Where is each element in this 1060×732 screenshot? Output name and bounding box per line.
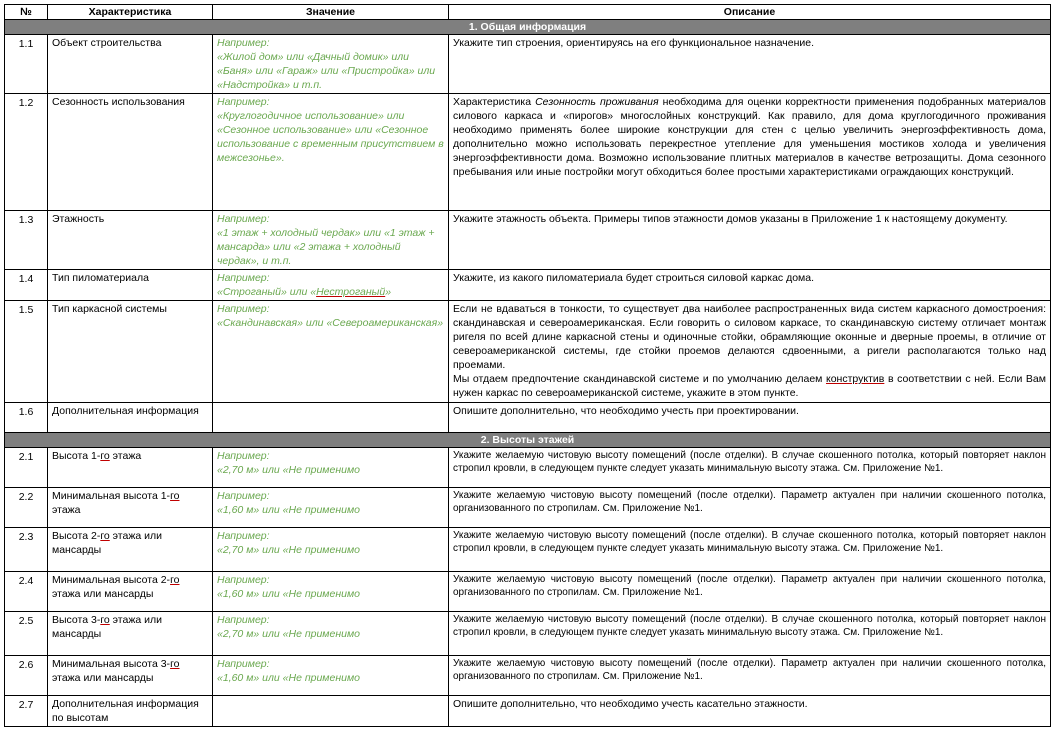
- row-value-example[interactable]: Например: «Скандинавская» или «Североамериканская»: [213, 301, 449, 403]
- row-description: Укажите желаемую чистовую высоту помещений (после отделки). В случае скошенного потолка, который повторяет наклон стропил кровли, в следующем пункте следует указать минимальную высоту этажа. См. Приложение №1.: [449, 612, 1051, 656]
- row-characteristic: Тип пиломатериала: [48, 270, 213, 301]
- row-description: [449, 301, 1051, 403]
- char-part: Минимальная высота 2-: [52, 574, 171, 586]
- row-value-example[interactable]: Например: «2,70 м» или «Не применимо: [213, 612, 449, 656]
- table-row: [5, 696, 1051, 727]
- table-row: [5, 35, 1051, 94]
- row-characteristic: [48, 488, 213, 528]
- row-num: 2.6: [5, 656, 48, 696]
- char-spellcheck-word: го: [170, 658, 180, 670]
- row-description: Укажите желаемую чистовую высоту помещений (после отделки). Параметр актуален при наличии скошенного потолка, организованного по стропилам. См. Приложение №1.: [449, 656, 1051, 696]
- section-row-general: [5, 20, 1051, 35]
- row-value-empty[interactable]: [213, 403, 449, 433]
- desc-part: в соответствии с ней. Если Вам нужен каркас по североамериканской системе, укажите в этом пункте.: [453, 373, 1046, 399]
- row-value-empty[interactable]: [213, 696, 449, 727]
- row-characteristic: [48, 572, 213, 612]
- row-num: 2.4: [5, 572, 48, 612]
- table-row: [5, 403, 1051, 433]
- desc-part: необходима для оценки корректности применения подобранных материалов силового каркаса и «пирогов» многослойных конструкций. Как правило, для дома круглогодичного проживания необходимо применять более широкие конструкции для стен с целью увеличить энергоэффективность дома, дополнительно можно использовать перекрестное утепление для уменьшения мостиков холода и увеличения энергоэффективности дома. Возможно использование плитных материалов в качестве ветрозащиты. Дома сезонного пребывания или иные постройки могут обходиться более простыми характеристиками ограждающих конструкций.: [453, 96, 1046, 178]
- char-spellcheck-word: го: [100, 450, 110, 462]
- char-part: этажа или мансарды: [52, 530, 162, 556]
- char-spellcheck-word: го: [100, 530, 110, 542]
- char-part: этажа или мансарды: [52, 672, 154, 684]
- row-num: 1.6: [5, 403, 48, 433]
- row-characteristic: [48, 656, 213, 696]
- row-description: Опишите дополнительно, что необходимо учесть касательно этажности.: [449, 696, 1051, 727]
- row-num: 1.3: [5, 211, 48, 270]
- row-characteristic: Дополнительная информация по высотам: [48, 696, 213, 727]
- char-part: Высота 3-: [52, 614, 101, 626]
- value-part: »: [385, 286, 392, 298]
- row-value-example[interactable]: Например: «Круглогодичное использование» или «Сезонное использование» или «Сезонное использование с временным присутствием в межсезонье».: [213, 94, 449, 211]
- row-num: 2.7: [5, 696, 48, 727]
- row-description: Укажите желаемую чистовую высоту помещений (после отделки). В случае скошенного потолка, который повторяет наклон стропил кровли, в следующем пункте следует указать минимальную высоту этажа. См. Приложение №1.: [449, 448, 1051, 488]
- row-num: 1.4: [5, 270, 48, 301]
- table-row: [5, 211, 1051, 270]
- row-description: Опишите дополнительно, что необходимо учесть при проектировании.: [449, 403, 1051, 433]
- table-row: [5, 448, 1051, 488]
- row-description: Укажите желаемую чистовую высоту помещений (после отделки). В случае скошенного потолка, который повторяет наклон стропил кровли, в следующем пункте следует указать минимальную высоту этажа. См. Приложение №1.: [449, 528, 1051, 572]
- row-characteristic: [48, 528, 213, 572]
- value-spellcheck-word: Нестроганый: [316, 286, 386, 298]
- table-row: [5, 528, 1051, 572]
- char-part: Высота 2-: [52, 530, 101, 542]
- row-description: [449, 94, 1051, 211]
- row-value-example[interactable]: [213, 270, 449, 301]
- row-num: 1.2: [5, 94, 48, 211]
- row-value-example[interactable]: Например: «1,60 м» или «Не применимо: [213, 572, 449, 612]
- header-row: [5, 5, 1051, 20]
- row-description: Укажите желаемую чистовую высоту помещений (после отделки). Параметр актуален при наличии скошенного потолка, организованного по стропилам. См. Приложение №1.: [449, 488, 1051, 528]
- spec-table: [4, 4, 1051, 727]
- row-characteristic: Объект строительства: [48, 35, 213, 94]
- row-num: 1.5: [5, 301, 48, 403]
- row-num: 1.1: [5, 35, 48, 94]
- header-value: Значение: [213, 5, 449, 20]
- row-description: Укажите желаемую чистовую высоту помещений (после отделки). Параметр актуален при наличии скошенного потолка, организованного по стропилам. См. Приложение №1.: [449, 572, 1051, 612]
- table-row: [5, 656, 1051, 696]
- row-characteristic: Сезонность использования: [48, 94, 213, 211]
- char-spellcheck-word: го: [170, 574, 180, 586]
- desc-paragraph: Если не вдаваться в тонкости, то существует два наиболее распространенных вида систем каркасного домостроения: скандинавская и североамериканская. Если говорить о силовом каркасе, то скандинавскую систему отличает монтаж ригеля по всей длине каркасной стены и одиночные стойки, обрамляющие оконные и дверные проемы, в отличие от североамериканской системы, где стойки проемов делаются сдвоенными, а ригели располагаются только над проемами.: [453, 303, 1046, 371]
- desc-emphasis: Сезонность проживания: [535, 96, 659, 108]
- row-characteristic: Тип каркасной системы: [48, 301, 213, 403]
- row-characteristic: Дополнительная информация: [48, 403, 213, 433]
- table-row: [5, 270, 1051, 301]
- char-part: этажа или мансарды: [52, 614, 162, 640]
- row-description: Укажите этажность объекта. Примеры типов этажности домов указаны в Приложение 1 к настоящему документу.: [449, 211, 1051, 270]
- row-value-example[interactable]: Например: «1,60 м» или «Не применимо: [213, 656, 449, 696]
- table-row: [5, 488, 1051, 528]
- row-characteristic: Этажность: [48, 211, 213, 270]
- row-num: 2.1: [5, 448, 48, 488]
- header-num: №: [5, 5, 48, 20]
- char-part: этажа: [109, 450, 142, 462]
- row-characteristic: [48, 448, 213, 488]
- row-value-example[interactable]: Например: «1 этаж + холодный чердак» или «1 этаж + мансарда» или «2 этажа + холодный чердак», и т.п.: [213, 211, 449, 270]
- char-part: Минимальная высота 3-: [52, 658, 171, 670]
- char-spellcheck-word: го: [170, 490, 180, 502]
- row-value-example[interactable]: Например: «2,70 м» или «Не применимо: [213, 528, 449, 572]
- section-title: 2. Высоты этажей: [5, 433, 1051, 448]
- table-row: [5, 301, 1051, 403]
- desc-paragraph: [453, 372, 1046, 400]
- desc-part: Характеристика: [453, 96, 536, 108]
- section-row-heights: [5, 433, 1051, 448]
- char-part: этажа или мансарды: [52, 588, 154, 600]
- table-row: [5, 572, 1051, 612]
- row-num: 2.3: [5, 528, 48, 572]
- row-description: Укажите тип строения, ориентируясь на его функциональное назначение.: [449, 35, 1051, 94]
- row-num: 2.2: [5, 488, 48, 528]
- header-description: Описание: [449, 5, 1051, 20]
- row-characteristic: [48, 612, 213, 656]
- section-title: 1. Общая информация: [5, 20, 1051, 35]
- table-row: [5, 94, 1051, 211]
- desc-spellcheck-word: конструктив: [825, 373, 885, 385]
- value-part: Например: «Строганый» или «: [217, 272, 317, 298]
- table-row: [5, 612, 1051, 656]
- char-spellcheck-word: го: [100, 614, 110, 626]
- row-value-example[interactable]: Например: «2,70 м» или «Не применимо: [213, 448, 449, 488]
- row-description: Укажите, из какого пиломатериала будет строиться силовой каркас дома.: [449, 270, 1051, 301]
- char-part: этажа: [52, 504, 81, 516]
- row-num: 2.5: [5, 612, 48, 656]
- char-part: Минимальная высота 1-: [52, 490, 171, 502]
- row-value-example[interactable]: Например: «1,60 м» или «Не применимо: [213, 488, 449, 528]
- char-part: Высота 1-: [52, 450, 101, 462]
- row-value-example[interactable]: Например: «Жилой дом» или «Дачный домик» или «Баня» или «Гараж» или «Пристройка» или «Надстройка» и т.п.: [213, 35, 449, 94]
- desc-part: Мы отдаем предпочтение скандинавской системе и по умолчанию делаем: [453, 373, 826, 385]
- header-characteristic: Характеристика: [48, 5, 213, 20]
